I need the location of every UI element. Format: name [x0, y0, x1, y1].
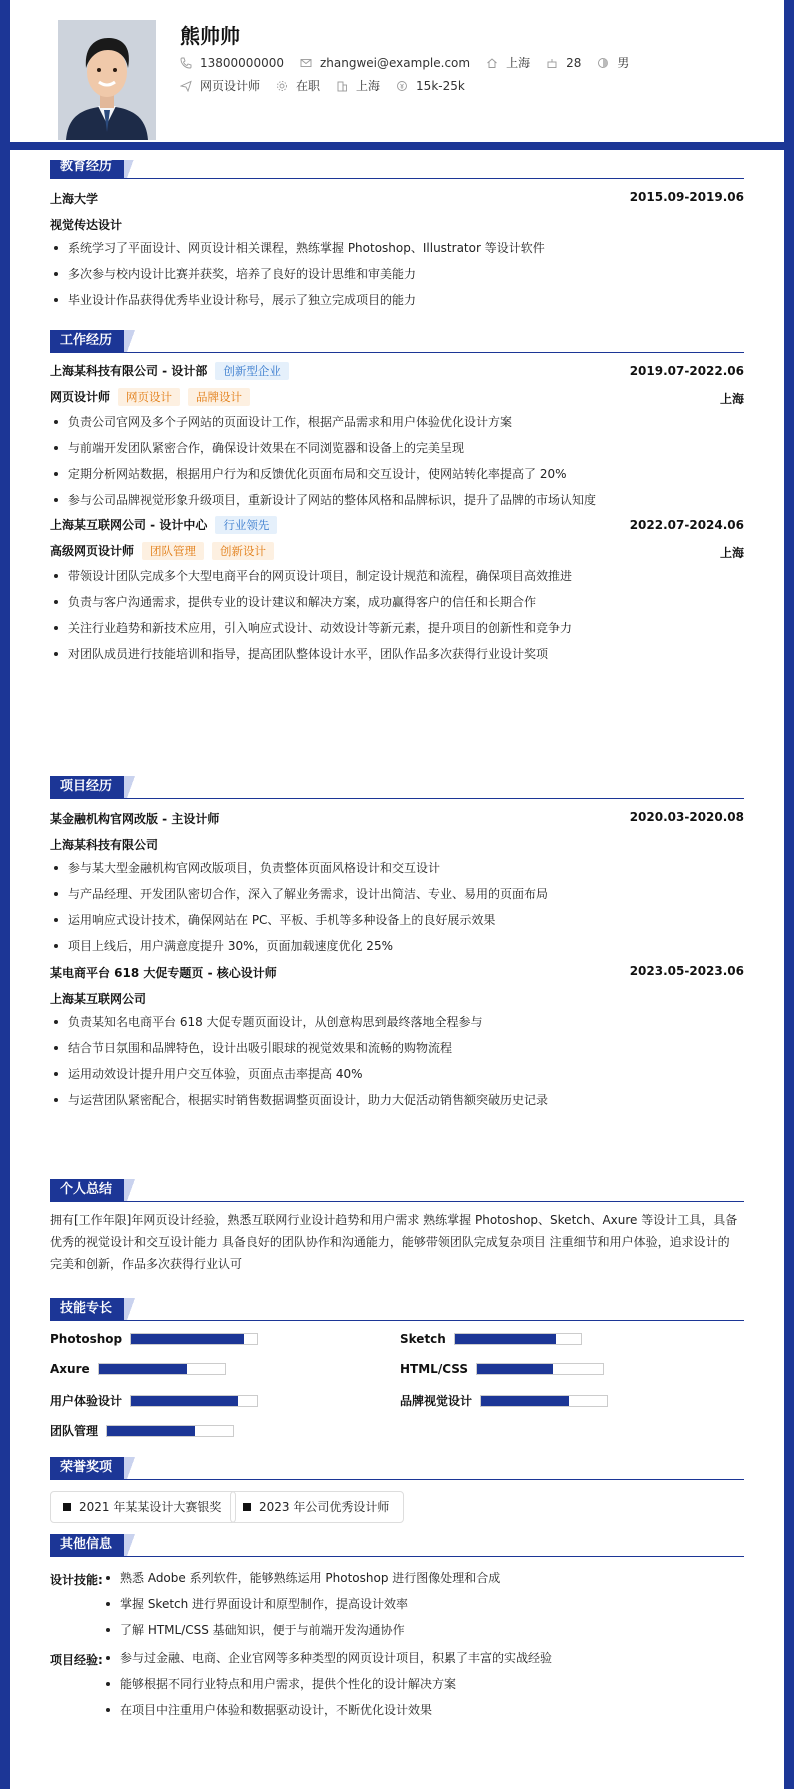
avatar-photo	[58, 20, 156, 140]
project-org: 上海某科技有限公司	[50, 838, 159, 852]
list-item: 毕业设计作品获得优秀毕业设计称号，展示了独立完成项目的能力	[50, 287, 744, 313]
skill-tag: 品牌设计	[188, 388, 250, 406]
summary-text: 拥有[工作年限]年网页设计经验，熟悉互联网行业设计趋势和用户需求 熟练掌握 Photoshop、Sketch、Axure 等设计工具，具备 优秀的视觉设计和交互设计能力 具备良好的团队协作和沟通能力，能够带领团队完成复杂项目 注重细节和用户体验，追求设计的 完美和创新，作品多次获得行业认可	[50, 1213, 738, 1271]
status-item	[276, 77, 320, 94]
list-item: 在项目中注重用户体验和数据驱动设计，不断优化设计效果	[102, 1697, 552, 1723]
list-item: 负责某知名电商平台 618 大促专题页面设计，从创意构思到最终落地全程参与	[50, 1009, 744, 1035]
project-list	[50, 855, 744, 959]
email-text: zhangwei@example.com	[319, 55, 471, 70]
section-header	[50, 1179, 744, 1202]
list-item: 负责公司官网及多个子网站的页面设计工作，根据产品需求和用户体验优化设计方案	[50, 409, 744, 435]
honor-badge: 2023 年公司优秀设计师	[230, 1491, 404, 1523]
skill-item: Axure	[50, 1362, 226, 1376]
list-item: 与产品经理、开发团队密切合作，深入了解业务需求，设计出简洁、专业、易用的页面布局	[50, 881, 744, 907]
profile-header	[10, 0, 784, 150]
list-item: 关注行业趋势和新技术应用，引入响应式设计、动效设计等新元素，提升项目的创新性和竞争力	[50, 615, 744, 641]
section-title: 技能专长	[50, 1298, 124, 1320]
other-list	[102, 1645, 552, 1723]
company-badge: 创新型企业	[215, 362, 289, 380]
skill-item: 品牌视觉设计	[400, 1392, 608, 1409]
skill-bar	[106, 1425, 234, 1437]
list-item: 与前端开发团队紧密合作，确保设计效果在不同浏览器和设备上的完美呈现	[50, 435, 744, 461]
list-item: 定期分析网站数据，根据用户行为和反馈优化页面布局和交互设计，使网站转化率提高了 20%	[50, 461, 744, 487]
target-city-item	[336, 77, 380, 94]
job-text: 网页设计师	[200, 79, 261, 93]
other-list	[102, 1565, 500, 1643]
list-item: 系统学习了平面设计、网页设计相关课程，熟练掌握 Photoshop、Illustrator 等设计软件	[50, 235, 744, 261]
skills-section	[50, 1298, 744, 1448]
skill-tag: 网页设计	[118, 388, 180, 406]
city-text: 上海	[506, 56, 531, 70]
list-item: 能够根据不同行业特点和用户需求，提供个性化的设计解决方案	[102, 1671, 552, 1697]
cake-icon	[546, 57, 558, 69]
building-icon	[336, 80, 348, 92]
work-list	[50, 563, 744, 667]
list-item: 带领设计团队完成多个大型电商平台的网页设计项目，制定设计规范和流程，确保项目高效推进	[50, 563, 744, 589]
section-header	[50, 1534, 744, 1557]
list-item: 运用响应式设计技术，确保网站在 PC、平板、手机等多种设备上的良好展示效果	[50, 907, 744, 933]
education-period: 2015.09-2019.06	[629, 190, 744, 204]
skill-item: Sketch	[400, 1332, 582, 1346]
section-header	[50, 160, 744, 179]
phone-text: 13800000000	[200, 55, 284, 70]
gender-item	[597, 54, 629, 71]
education-section	[50, 160, 744, 306]
project-title: 某金融机构官网改版 - 主设计师	[50, 812, 220, 826]
section-title: 个人总结	[50, 1179, 124, 1201]
work-list	[50, 409, 744, 513]
section-header	[50, 1298, 744, 1321]
role-line: 网页设计师 网页设计 品牌设计	[50, 388, 744, 406]
job-row	[180, 77, 481, 94]
section-header	[50, 330, 744, 353]
candidate-name: 熊帅帅	[180, 24, 240, 48]
age-text: 28	[566, 55, 582, 70]
role-line: 高级网页设计师 团队管理 创新设计	[50, 542, 744, 560]
list-item: 结合节日氛围和品牌特色，设计出吸引眼球的视觉效果和流畅的购物流程	[50, 1035, 744, 1061]
skill-bar	[454, 1333, 582, 1345]
skill-item: Photoshop	[50, 1332, 258, 1346]
list-item: 参与某大型金融机构官网改版项目，负责整体页面风格设计和交互设计	[50, 855, 744, 881]
phone-icon	[180, 57, 192, 69]
list-item: 了解 HTML/CSS 基础知识，便于与前端开发沟通协作	[102, 1617, 500, 1643]
salary-text: 15k-25k	[416, 78, 465, 93]
work-period: 2019.07-2022.06	[629, 364, 744, 378]
gender-icon	[597, 57, 609, 69]
contact-row	[180, 54, 645, 71]
honor-badge: 2021 年某某设计大赛银奖	[50, 1491, 236, 1523]
section-title: 项目经历	[50, 776, 124, 798]
other-label: 设计技能:	[50, 1573, 103, 1587]
left-frame	[0, 0, 10, 1789]
coin-icon	[396, 80, 408, 92]
gear-icon	[276, 80, 288, 92]
gender-text: 男	[617, 56, 630, 70]
skill-item: 团队管理	[50, 1422, 234, 1439]
skill-bar	[130, 1333, 258, 1345]
section-header	[50, 776, 744, 799]
project-period: 2023.05-2023.06	[629, 964, 744, 978]
list-item: 参与过金融、电商、企业官网等多种类型的网页设计项目，积累了丰富的实战经验	[102, 1645, 552, 1671]
summary-section	[50, 1179, 744, 1279]
skill-bar	[98, 1363, 226, 1375]
project-period: 2020.03-2020.08	[629, 810, 744, 824]
status-text: 在职	[296, 79, 321, 93]
home-icon	[486, 57, 498, 69]
list-item: 运用动效设计提升用户交互体验，页面点击率提高 40%	[50, 1061, 744, 1087]
honors-section	[50, 1457, 744, 1527]
skill-tag: 团队管理	[142, 542, 204, 560]
list-item: 多次参与校内设计比赛并获奖，培养了良好的设计思维和审美能力	[50, 261, 744, 287]
project-list	[50, 1009, 744, 1113]
skill-bar	[476, 1363, 604, 1375]
work-section	[50, 330, 744, 670]
list-item: 负责与客户沟通需求，提供专业的设计建议和解决方案，成功赢得客户的信任和长期合作	[50, 589, 744, 615]
skill-tag: 创新设计	[212, 542, 274, 560]
work-location: 上海	[719, 546, 744, 560]
phone-item	[180, 56, 284, 70]
company-badge: 行业领先	[215, 516, 277, 534]
list-item: 熟悉 Adobe 系列软件，能够熟练运用 Photoshop 进行图像处理和合成	[102, 1565, 500, 1591]
section-title: 其他信息	[50, 1534, 124, 1556]
salary-item	[396, 79, 465, 93]
right-frame	[784, 0, 794, 1789]
list-item: 掌握 Sketch 进行界面设计和原型制作，提高设计效率	[102, 1591, 500, 1617]
list-item: 项目上线后，用户满意度提升 30%，页面加载速度优化 25%	[50, 933, 744, 959]
target-city-text: 上海	[356, 79, 381, 93]
list-item: 对团队成员进行技能培训和指导，提高团队整体设计水平，团队作品多次获得行业设计奖项	[50, 641, 744, 667]
project-title: 某电商平台 618 大促专题页 - 核心设计师	[50, 966, 277, 980]
education-list	[50, 235, 744, 313]
projects-section	[50, 776, 744, 1116]
skill-bar	[130, 1395, 258, 1407]
mail-icon	[300, 57, 312, 69]
list-item: 与运营团队紧密配合，根据实时销售数据调整页面设计，助力大促活动销售额突破历史记录	[50, 1087, 744, 1113]
school-name: 上海大学	[50, 192, 99, 206]
company-name: 上海某科技有限公司 - 设计部 创新型企业	[50, 362, 744, 380]
work-period: 2022.07-2024.06	[629, 518, 744, 532]
skill-bar	[480, 1395, 608, 1407]
work-location: 上海	[719, 392, 744, 406]
list-item: 参与公司品牌视觉形象升级项目，重新设计了网站的整体风格和品牌标识，提升了品牌的市场认知度	[50, 487, 744, 513]
section-title: 荣誉奖项	[50, 1457, 124, 1479]
avatar	[58, 20, 156, 140]
section-header	[50, 1457, 744, 1480]
other-label: 项目经验:	[50, 1653, 103, 1667]
skill-item: 用户体验设计	[50, 1392, 258, 1409]
age-item	[546, 56, 581, 70]
job-item	[180, 77, 260, 94]
email-item	[300, 56, 470, 70]
project-org: 上海某互联网公司	[50, 992, 147, 1006]
company-name: 上海某互联网公司 - 设计中心 行业领先	[50, 516, 744, 534]
skill-item: HTML/CSS	[400, 1362, 604, 1376]
section-title: 工作经历	[50, 330, 124, 352]
resume-body	[10, 160, 784, 1789]
other-section	[50, 1534, 744, 1784]
section-title: 教育经历	[50, 160, 124, 178]
city-item	[486, 54, 530, 71]
send-icon	[180, 80, 192, 92]
major: 视觉传达设计	[50, 218, 123, 232]
